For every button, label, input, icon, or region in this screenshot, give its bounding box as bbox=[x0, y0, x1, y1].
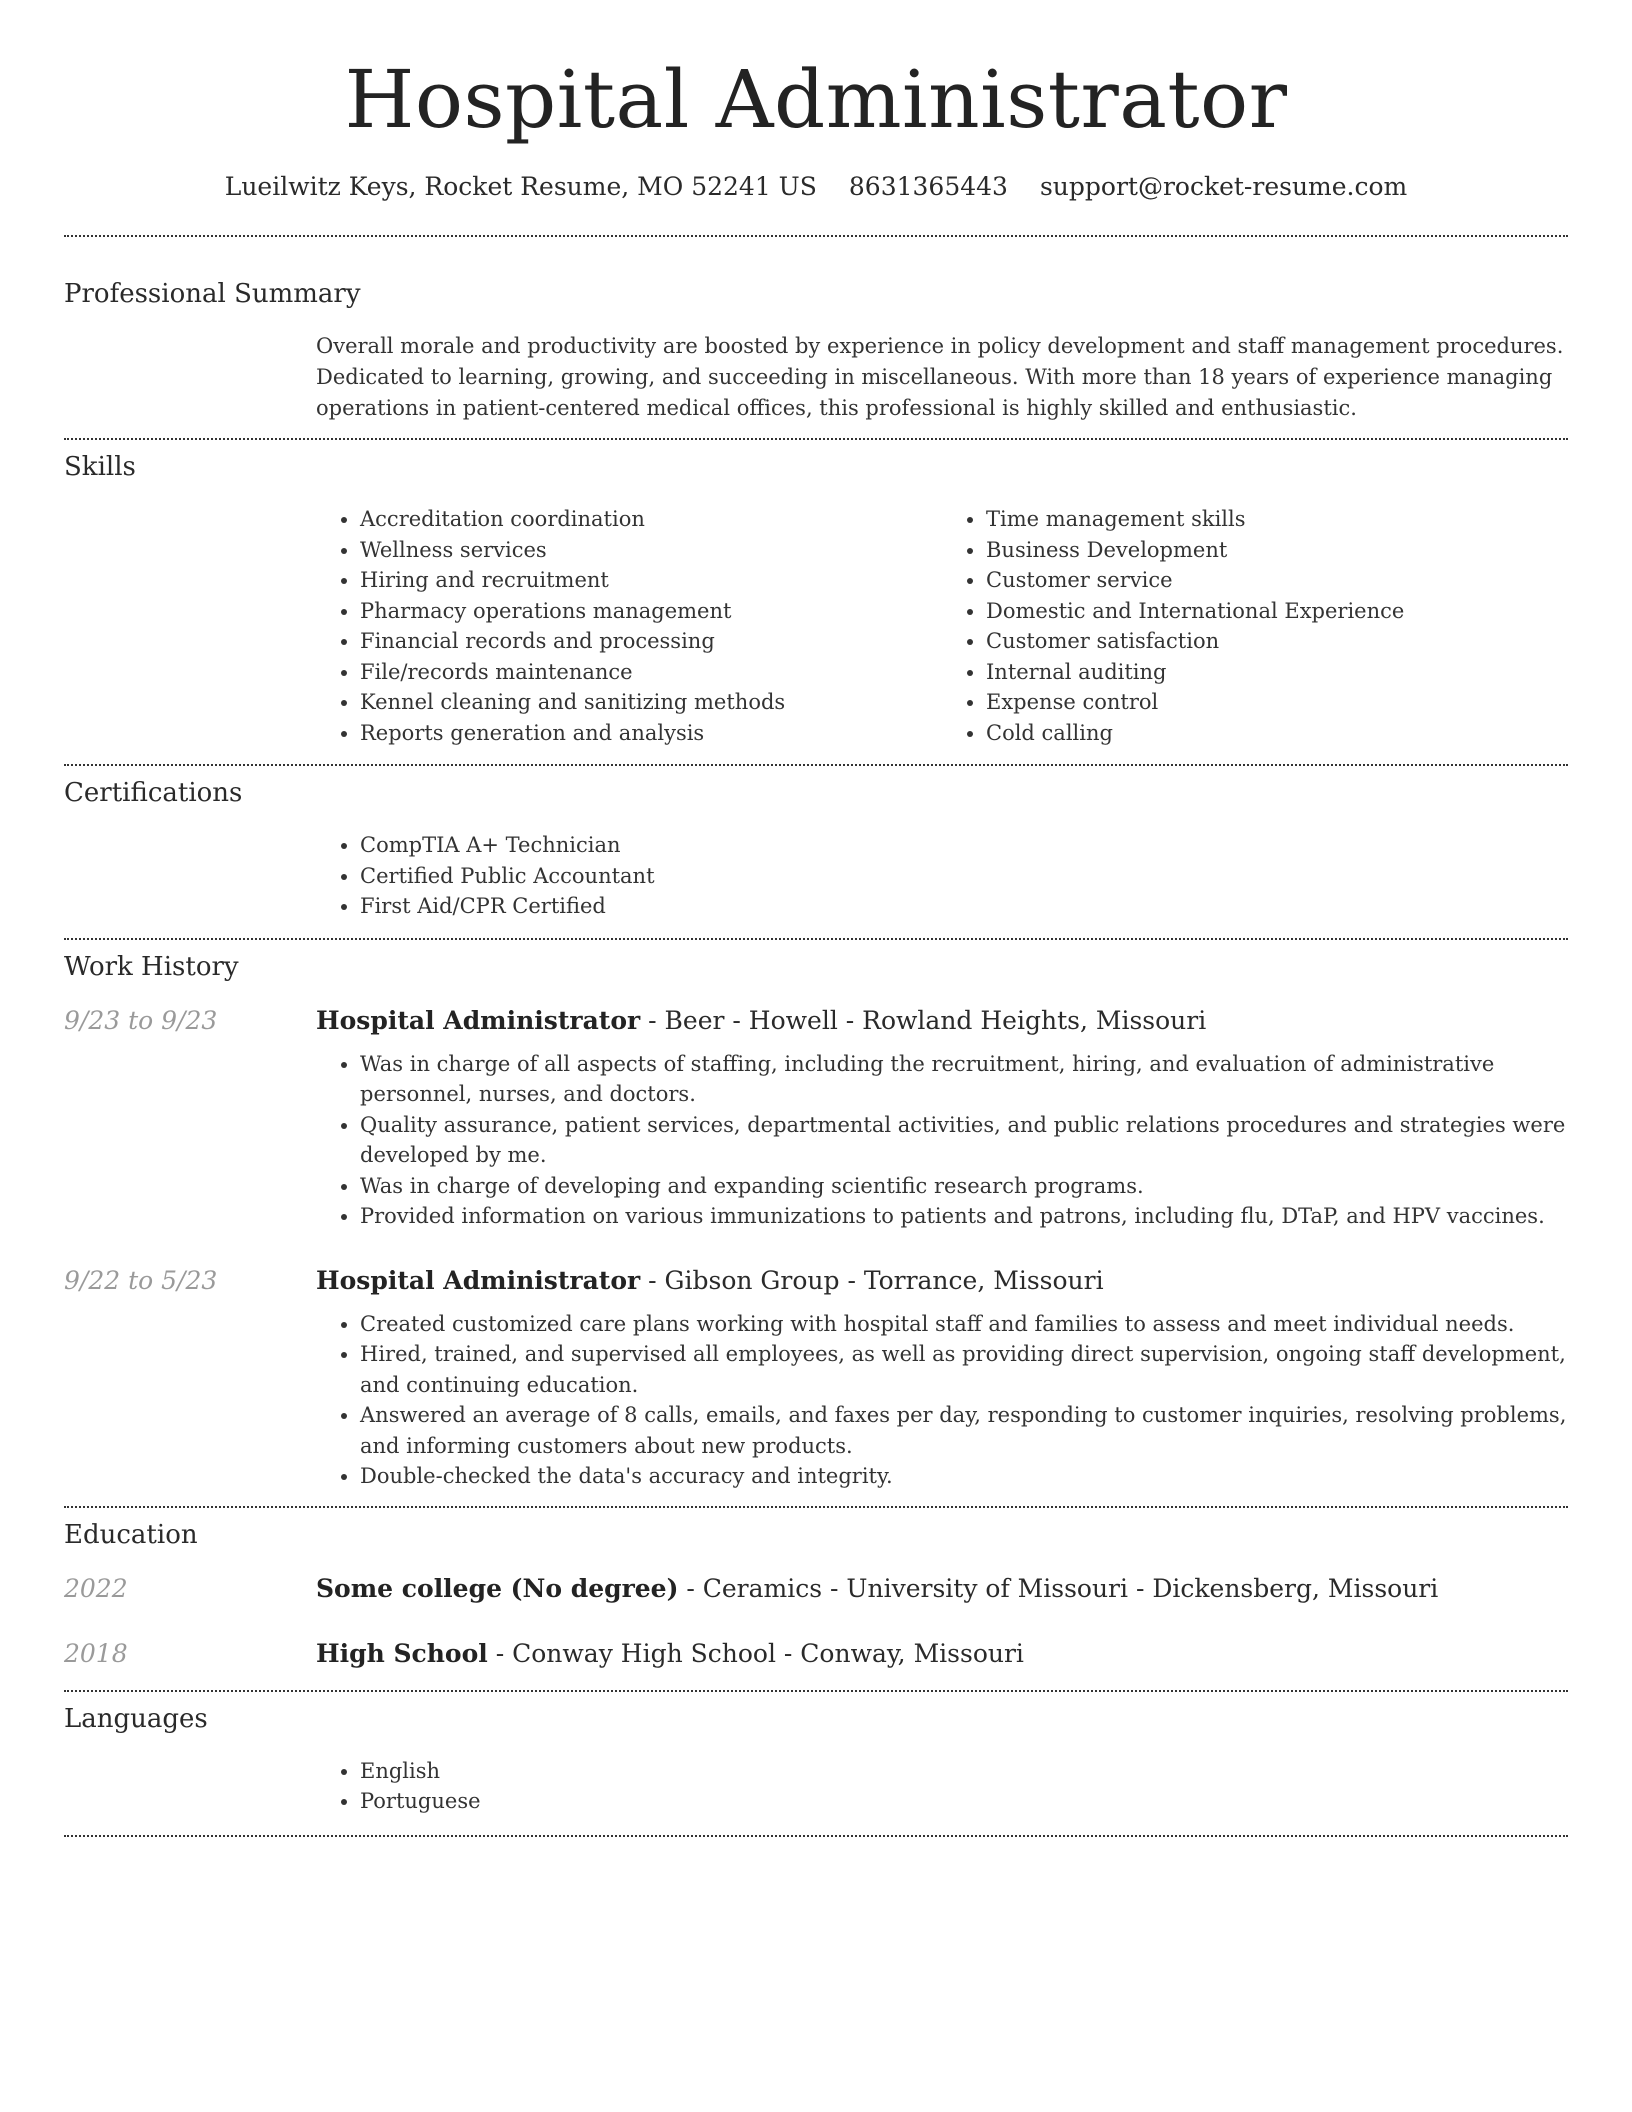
language-item: • Portuguese bbox=[360, 1786, 1568, 1817]
skill-item: • Reports generation and analysis bbox=[360, 718, 942, 749]
skill-item: • Accreditation coordination bbox=[360, 504, 942, 535]
education-degree: High School bbox=[316, 1638, 488, 1668]
education-heading bbox=[316, 1574, 1438, 1603]
skill-item: • Wellness services bbox=[360, 535, 942, 566]
contact-phone: 8631365443 bbox=[848, 172, 1008, 201]
skill-item: • Customer satisfaction bbox=[986, 626, 1568, 657]
skill-item: • Hiring and recruitment bbox=[360, 565, 942, 596]
skills-list-left bbox=[316, 504, 942, 748]
skill-item: • Customer service bbox=[986, 565, 1568, 596]
job-bullet: • Created customized care plans working with hospital staff and families to assess and meet individual needs. bbox=[360, 1309, 1568, 1340]
education-school: - Ceramics - University of Missouri - Dickensberg, Missouri bbox=[678, 1573, 1439, 1603]
languages-section bbox=[64, 1704, 1568, 1817]
candidate-name: Hospital Administrator bbox=[344, 53, 1288, 146]
skills-section bbox=[64, 452, 1568, 748]
job-date: 9/23 to 9/23 bbox=[64, 1005, 218, 1035]
certification-item: • Certified Public Accountant bbox=[360, 861, 1568, 892]
contact-address: Lueilwitz Keys, Rocket Resume, MO 52241 US bbox=[224, 172, 817, 201]
section-divider bbox=[64, 1835, 1568, 1837]
language-item: • English bbox=[360, 1756, 1568, 1787]
skill-item: • Internal auditing bbox=[986, 657, 1568, 688]
job-bullet: • Answered an average of 8 calls, emails, and faxes per day, responding to customer inquiries, resolving problems, and informing customers about new products. bbox=[360, 1400, 1568, 1461]
job-bullet: • Provided information on various immunizations to patients and patrons, including flu, DTaP, and HPV vaccines. bbox=[360, 1201, 1568, 1232]
job-entry bbox=[64, 1006, 1568, 1232]
job-title: Hospital Administrator bbox=[316, 1005, 641, 1035]
skill-item: • Domestic and International Experience bbox=[986, 596, 1568, 627]
education-year: 2018 bbox=[64, 1638, 128, 1668]
job-title: Hospital Administrator bbox=[316, 1265, 641, 1295]
skill-item: • Financial records and processing bbox=[360, 626, 942, 657]
section-title-work: Work History bbox=[64, 951, 239, 982]
section-divider bbox=[64, 764, 1568, 766]
skill-item: • Cold calling bbox=[986, 718, 1568, 749]
education-section bbox=[64, 1520, 1568, 1668]
section-divider bbox=[64, 438, 1568, 440]
section-divider bbox=[64, 235, 1568, 237]
contact-line bbox=[64, 172, 1568, 201]
education-entry bbox=[64, 1639, 1568, 1668]
skill-item: • Expense control bbox=[986, 687, 1568, 718]
certifications-list bbox=[316, 830, 1568, 922]
contact-email: support@rocket-resume.com bbox=[1039, 172, 1408, 201]
skill-item: • Business Development bbox=[986, 535, 1568, 566]
job-bullet: • Quality assurance, patient services, departmental activities, and public relations procedures and strategies were developed by me. bbox=[360, 1110, 1568, 1171]
certifications-section bbox=[64, 778, 1568, 922]
job-employer: - Gibson Group - Torrance, Missouri bbox=[640, 1265, 1104, 1295]
education-heading bbox=[316, 1639, 1024, 1668]
section-divider bbox=[64, 1506, 1568, 1508]
section-title-languages: Languages bbox=[64, 1703, 208, 1734]
job-heading bbox=[316, 1266, 1104, 1295]
summary-text: Overall morale and productivity are boosted by experience in policy development and staff management procedures. Dedicated to learning, growing, and succeeding in miscellaneous. With more than 18 years of experience managing operations in patient-centered medical offices, this professional is highly skilled and enthusiastic. bbox=[316, 334, 1564, 420]
job-bullet: • Double-checked the data's accuracy and integrity. bbox=[360, 1461, 1568, 1492]
summary-section bbox=[64, 279, 1568, 424]
languages-list bbox=[316, 1756, 1568, 1817]
skill-item: • File/records maintenance bbox=[360, 657, 942, 688]
job-entry bbox=[64, 1266, 1568, 1492]
certification-item: • First Aid/CPR Certified bbox=[360, 891, 1568, 922]
skill-item: • Time management skills bbox=[986, 504, 1568, 535]
skills-list-right bbox=[942, 504, 1568, 748]
work-history-section bbox=[64, 952, 1568, 1492]
education-school: - Conway High School - Conway, Missouri bbox=[487, 1638, 1024, 1668]
job-bullets bbox=[316, 1049, 1568, 1232]
education-degree: Some college (No degree) bbox=[316, 1573, 679, 1603]
job-heading bbox=[316, 1006, 1206, 1035]
certification-item: • CompTIA A+ Technician bbox=[360, 830, 1568, 861]
section-title-summary: Professional Summary bbox=[64, 279, 361, 309]
section-divider bbox=[64, 1690, 1568, 1692]
section-divider bbox=[64, 938, 1568, 940]
job-bullet: • Was in charge of developing and expanding scientific research programs. bbox=[360, 1171, 1568, 1202]
section-title-skills: Skills bbox=[64, 452, 136, 482]
section-title-education: Education bbox=[64, 1519, 198, 1550]
education-entry bbox=[64, 1574, 1568, 1603]
skill-item: • Pharmacy operations management bbox=[360, 596, 942, 627]
skill-item: • Kennel cleaning and sanitizing methods bbox=[360, 687, 942, 718]
section-title-certifications: Certifications bbox=[64, 778, 243, 808]
education-year: 2022 bbox=[64, 1573, 128, 1603]
resume-header bbox=[64, 0, 1568, 201]
job-date: 9/22 to 5/23 bbox=[64, 1265, 218, 1295]
job-bullets bbox=[316, 1309, 1568, 1492]
job-bullet: • Was in charge of all aspects of staffing, including the recruitment, hiring, and evaluation of administrative personnel, nurses, and doctors. bbox=[360, 1049, 1568, 1110]
job-bullet: • Hired, trained, and supervised all employees, as well as providing direct supervision, ongoing staff development, and continuing education. bbox=[360, 1339, 1568, 1400]
job-employer: - Beer - Howell - Rowland Heights, Missouri bbox=[640, 1005, 1207, 1035]
